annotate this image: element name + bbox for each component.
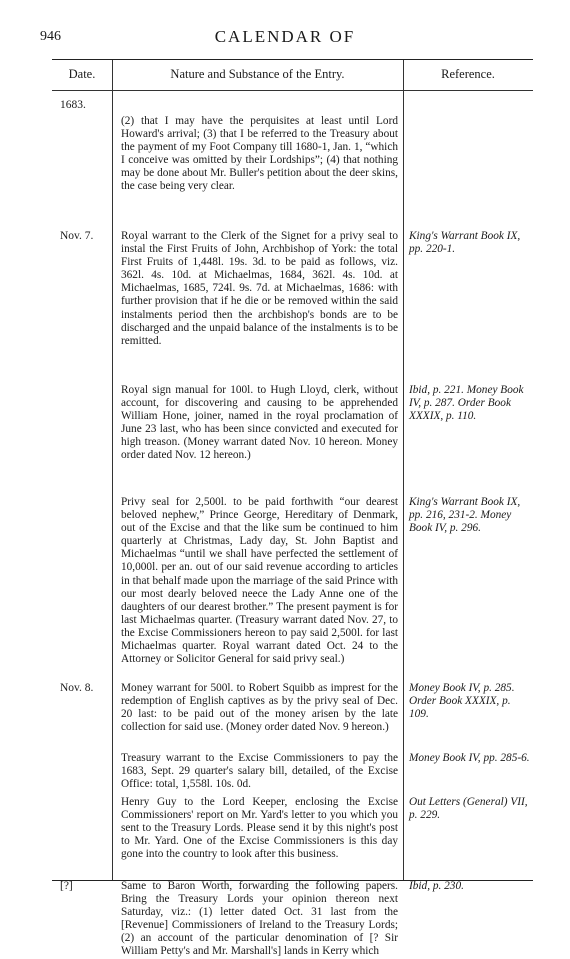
entry-reference: King's Warrant Book IX, pp. 216, 231-2. Money Book IV, p. 296. bbox=[409, 496, 521, 535]
entry-reference: King's Warrant Book IX, pp. 220-1. bbox=[409, 230, 521, 256]
running-head: CALENDAR OF bbox=[214, 27, 356, 46]
entry-text: Money warrant for 500l. to Robert Squibb as imprest for the redemption of English captives as by the privy seal of Dec. 20 last: to be paid out of the money arisen by the late collection for said use. (Money order dated Nov. 9 hereon.) bbox=[121, 682, 398, 734]
entry-date: 1683. bbox=[60, 99, 86, 111]
page-number: 946 bbox=[40, 29, 61, 44]
entry-reference: Money Book IV, pp. 285-6. bbox=[409, 752, 530, 764]
entry-text: Royal warrant to the Clerk of the Signet for a privy seal to instal the First Fruits of John, Archbishop of York: the total First Fruits of 1,448l. 19s. 3d. to be paid as follows, viz. 362l. 4s. 10d. at Michaelmas, 1684, 362l. 4s. 10d. at Michaelmas, 1685, 724l. 9s. 7d. at Michaelmas, 1686: with further provision that if he die or be removed within the said instalments period then the archbishop's bonds are to be discharged and the unpaid balance of the instalments is to be remitted. bbox=[121, 230, 398, 347]
column-header-date: Date. bbox=[68, 67, 96, 81]
column-header-entry: Nature and Substance of the Entry. bbox=[170, 67, 345, 81]
entry-reference: Out Letters (General) VII, p. 229. bbox=[409, 796, 528, 822]
entry-date: Nov. 7. bbox=[60, 230, 94, 242]
entry-reference: Ibid, p. 221. Money Book IV, p. 287. Order Book XXXIX, p. 110. bbox=[409, 384, 524, 423]
column-divider bbox=[403, 60, 404, 880]
column-divider bbox=[112, 60, 113, 880]
entry-reference: Ibid, p. 230. bbox=[409, 880, 464, 892]
entry-date: [?] bbox=[60, 880, 73, 892]
calendar-table: Date. Nature and Substance of the Entry. Reference. 1683. (2) that I may have the perquisites at least until Lord Howard's arrival; (3) that I be referred to the Treasury about the payment of my Foot Company till 1680-1, Jan. 1, “which I conceive was omitted by their Lordships”; (4) that nothing may be done about Mr. Buller's petition about the deer skins, the case being very clear. Nov. 7. Royal warrant to the Clerk of the Signet for a privy seal to instal the First Fruits of John, Archbishop of York: the total First Fruits of 1,448l. 19s. 3d. to be paid as follows, viz. 362l. 4s. 10d. at Michaelmas, 1684, 362l. 4s. 10d. at Michaelmas, 1685, 724l. 9s. 7d. at Michaelmas, 1686: with further provision that if he die or be removed within the said instalments period then the archbishop's bonds are to be discharged and the unpaid balance of the instalments is to be remitted. King's Warrant Book IX, pp. 220-1. Royal sign manual for 100l. to Hugh Lloyd, clerk, without account, for discovering and causing to be apprehended William Hone, joiner, named in the royal proclamation of June 23 last, who has been since convicted and executed for high treason. (Money warrant dated Nov. 10 hereon. Money order dated Nov. 12 hereon.) Ibid, p. 221. Money Book IV, p. 287. Order Book XXXIX, p. 110. Privy seal for 2,500l. to be paid forthwith “our dearest beloved nephew,” Prince George, Hereditary of Denmark, out of the Excise and that the like sum be continued to him quarterly at Christmas, Lady day, St. John Baptist and Michaelmas “until we shall have perfected the settlement of 10,000l. per an. out of our said revenue according to articles in that behalf made upon the marriage of the said Prince with our most dearly beloved neece the Lady Anne one of the daughters of our dearest brother.” The present payment is for last Michaelmas quarter. (Treasury warrant dated Nov. 27, to the Excise Commissioners hereon to pay said 2,500l. for last Michaelmas quarter. Royal warrant dated Oct. 24 to the Attorney or Solicitor General for said privy seal.) King's Warrant Book IX, pp. 216, 231-2. Money Book IV, p. 296. Nov. 8. Money warrant for 500l. to Robert Squibb as imprest for the redemption of English captives as by the privy seal of Dec. 20 last: to be paid out of the money arisen by the late collection for said use. (Money order dated Nov. 9 hereon.) Money Book IV, p. 285. Order Book XXXIX, p. 109. Treasury warrant to the Excise Commissioners to pay the 1683, Sept. 29 quarter's salary bill, detailed, of the Excise Office: total, 1,558l. 10s. 0d. Money Book IV, pp. 285-6. Henry Guy to the Lord Keeper, enclosing the Excise Commissioners' report on Mr. Yard's letter to you which you sent to the Treasury Lords. Please send it by this night's post to Mr. Yard. One of the Excise Commissioners is this day gone into the country to look after this business. Out Letters (General) VII, p. 229. [?] Same to Baron Worth, forwarding the following papers. Bring the Treasury Lords your opinion thereon next Saturday, viz.: (1) letter dated Oct. 31 last from the [Revenue] Commissioners of Ireland to the Treasury Lords; (2) an account of the particular denomination of [? Sir William Petty's and Mr. Marshall's] lands in Kerry which Ibid, p. 230. bbox=[52, 59, 533, 881]
header-rule bbox=[52, 90, 533, 91]
entry-text: Privy seal for 2,500l. to be paid forthwith “our dearest beloved nephew,” Prince George, Hereditary of Denmark, out of the Excise and that the like sum be continued to him quarterly at Christmas, Lady day, St. John Baptist and Michaelmas “until we shall have perfected the settlement of 10,000l. per an. out of our said revenue according to articles in that behalf made upon the marriage of the said Prince with our most dearly beloved neece the Lady Anne one of the daughters of our dearest brother.” The present payment is for last Michaelmas quarter. (Treasury warrant dated Nov. 27, to the Excise Commissioners hereon to pay said 2,500l. for last Michaelmas quarter. Royal warrant dated Oct. 24 to the Attorney or Solicitor General for said privy seal.) bbox=[121, 496, 398, 666]
entry-reference: Money Book IV, p. 285. Order Book XXXIX, p. 109. bbox=[409, 682, 515, 721]
entry-date: Nov. 8. bbox=[60, 682, 94, 694]
entry-text: (2) that I may have the perquisites at least until Lord Howard's arrival; (3) that I be referred to the Treasury about the payment of my Foot Company till 1680-1, Jan. 1, “which I conceive was omitted by their Lordships”; (4) that nothing may be done about Mr. Buller's petition about the deer skins, the case being very clear. bbox=[121, 115, 398, 193]
column-header-reference: Reference. bbox=[441, 67, 495, 81]
entry-text: Royal sign manual for 100l. to Hugh Lloyd, clerk, without account, for discovering and causing to be apprehended William Hone, joiner, named in the royal proclamation of June 23 last, who has been since convicted and executed for high treason. (Money warrant dated Nov. 10 hereon. Money order dated Nov. 12 hereon.) bbox=[121, 384, 398, 462]
entry-text: Henry Guy to the Lord Keeper, enclosing the Excise Commissioners' report on Mr. Yard's letter to you which you sent to the Treasury Lords. Please send it by this night's post to Mr. Yard. One of the Excise Commissioners is this day gone into the country to look after this business. bbox=[121, 796, 398, 861]
entry-text: Treasury warrant to the Excise Commissioners to pay the 1683, Sept. 29 quarter's salary bill, detailed, of the Excise Office: total, 1,558l. 10s. 0d. bbox=[121, 752, 398, 791]
